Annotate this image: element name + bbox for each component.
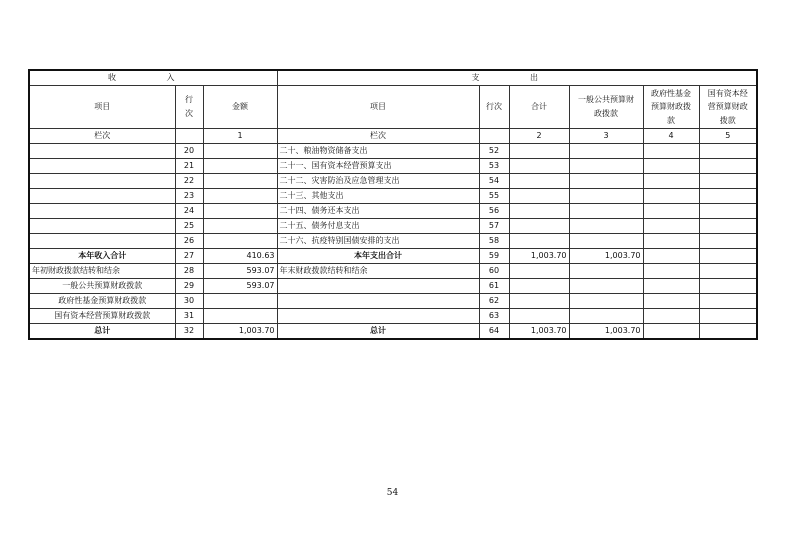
expense-item: 二十、粮油物资储备支出: [277, 144, 479, 159]
expense-total: [509, 189, 569, 204]
expense-capital: [699, 279, 757, 294]
expense-row-no: 58: [479, 234, 509, 249]
expense-fund: [643, 174, 699, 189]
income-section-header: 收 入: [29, 70, 277, 86]
index-col-5: 5: [699, 129, 757, 144]
expense-item: 二十二、灾害防治及应急管理支出: [277, 174, 479, 189]
income-item: [29, 159, 175, 174]
table-row-grand-total: [29, 324, 757, 340]
section-header-row: [29, 70, 757, 86]
table-row: [29, 174, 757, 189]
index-empty-expense: [479, 129, 509, 144]
header-total: 合计: [509, 86, 569, 129]
table-row: [29, 309, 757, 324]
expense-row-no: 54: [479, 174, 509, 189]
income-item: 年初财政拨款结转和结余: [29, 264, 175, 279]
expense-total: 1,003.70: [509, 249, 569, 264]
table-row: [29, 264, 757, 279]
income-amount: [203, 234, 277, 249]
expense-fund: [643, 264, 699, 279]
index-amount-col: 1: [203, 129, 277, 144]
income-amount: 593.07: [203, 279, 277, 294]
expense-capital: [699, 309, 757, 324]
income-row-no: 25: [175, 219, 203, 234]
income-amount: [203, 204, 277, 219]
expense-general: [569, 144, 643, 159]
income-row-no: 32: [175, 324, 203, 340]
income-row-no: 20: [175, 144, 203, 159]
expense-total: [509, 219, 569, 234]
expense-capital: [699, 189, 757, 204]
expense-item: 二十一、国有资本经营预算支出: [277, 159, 479, 174]
income-amount: [203, 159, 277, 174]
income-row-no: 31: [175, 309, 203, 324]
expense-capital: [699, 159, 757, 174]
index-empty: [175, 129, 203, 144]
expense-fund: [643, 204, 699, 219]
income-item: [29, 234, 175, 249]
expense-total: [509, 174, 569, 189]
table-row: [29, 279, 757, 294]
expense-fund: [643, 309, 699, 324]
expense-total: [509, 294, 569, 309]
income-amount: [203, 309, 277, 324]
index-label: 栏次: [29, 129, 175, 144]
expense-row-no: 56: [479, 204, 509, 219]
expense-fund: [643, 279, 699, 294]
table-row: [29, 234, 757, 249]
index-label-expense: 栏次: [277, 129, 479, 144]
income-item: [29, 144, 175, 159]
expense-row-no: 52: [479, 144, 509, 159]
expense-general: [569, 204, 643, 219]
income-item: [29, 174, 175, 189]
income-row-no: 24: [175, 204, 203, 219]
expense-item: 二十五、债务付息支出: [277, 219, 479, 234]
table-row: [29, 159, 757, 174]
expense-capital: [699, 174, 757, 189]
expense-item: 年末财政拨款结转和结余: [277, 264, 479, 279]
expense-fund: [643, 219, 699, 234]
expense-general: [569, 189, 643, 204]
income-amount: [203, 219, 277, 234]
expense-general: [569, 219, 643, 234]
expense-row-no: 62: [479, 294, 509, 309]
expense-general: [569, 309, 643, 324]
header-income-item: 项目: [29, 86, 175, 129]
header-state-capital: 国有资本经营预算财政拨款: [699, 86, 757, 129]
income-amount: [203, 144, 277, 159]
expense-row-no: 57: [479, 219, 509, 234]
income-item: 本年收入合计: [29, 249, 175, 264]
header-gov-fund: 政府性基金预算财政拨款: [643, 86, 699, 129]
expense-item: 二十六、抗疫特别国债安排的支出: [277, 234, 479, 249]
expense-row-no: 61: [479, 279, 509, 294]
income-amount: [203, 189, 277, 204]
expense-row-no: 63: [479, 309, 509, 324]
income-amount: 1,003.70: [203, 324, 277, 340]
income-amount: [203, 294, 277, 309]
expense-total: [509, 309, 569, 324]
expense-row-no: 55: [479, 189, 509, 204]
expense-general: [569, 294, 643, 309]
index-col-2: 2: [509, 129, 569, 144]
income-row-no: 27: [175, 249, 203, 264]
table-row: [29, 189, 757, 204]
expense-total: [509, 234, 569, 249]
expense-capital: [699, 234, 757, 249]
expense-fund: [643, 189, 699, 204]
index-row: [29, 129, 757, 144]
expense-general: [569, 174, 643, 189]
income-item: [29, 189, 175, 204]
income-item: 总计: [29, 324, 175, 340]
income-row-no: 30: [175, 294, 203, 309]
income-amount: 593.07: [203, 264, 277, 279]
expense-total: [509, 264, 569, 279]
index-col-4: 4: [643, 129, 699, 144]
income-item: 一般公共预算财政拨款: [29, 279, 175, 294]
income-item: 政府性基金预算财政拨款: [29, 294, 175, 309]
table-row: [29, 144, 757, 159]
expense-general: [569, 234, 643, 249]
header-income-row-no: 行次: [175, 86, 203, 129]
fiscal-appropriation-table: [28, 69, 758, 340]
header-income-amount: 金额: [203, 86, 277, 129]
expense-capital: [699, 249, 757, 264]
income-item: 国有资本经营预算财政拨款: [29, 309, 175, 324]
expense-fund: [643, 324, 699, 340]
income-row-no: 28: [175, 264, 203, 279]
expense-fund: [643, 159, 699, 174]
income-row-no: 23: [175, 189, 203, 204]
expense-capital: [699, 264, 757, 279]
expense-capital: [699, 219, 757, 234]
expense-general: 1,003.70: [569, 324, 643, 340]
expense-fund: [643, 249, 699, 264]
income-amount: [203, 174, 277, 189]
income-row-no: 29: [175, 279, 203, 294]
expense-item: 二十三、其他支出: [277, 189, 479, 204]
expense-row-no: 64: [479, 324, 509, 340]
income-item: [29, 204, 175, 219]
expense-item: [277, 294, 479, 309]
header-expense-item: 项目: [277, 86, 479, 129]
expense-total: [509, 204, 569, 219]
income-amount: 410.63: [203, 249, 277, 264]
table-row: [29, 294, 757, 309]
expense-capital: [699, 204, 757, 219]
expense-total: 1,003.70: [509, 324, 569, 340]
index-col-3: 3: [569, 129, 643, 144]
expense-section-header: 支 出: [277, 70, 757, 86]
expense-fund: [643, 294, 699, 309]
expense-general: 1,003.70: [569, 249, 643, 264]
expense-general: [569, 264, 643, 279]
header-general-budget: 一般公共预算财政拨款: [569, 86, 643, 129]
income-item: [29, 219, 175, 234]
table-row-income-subtotal: [29, 249, 757, 264]
column-header-row: [29, 86, 757, 129]
expense-item: [277, 309, 479, 324]
page-number: 54: [386, 488, 399, 498]
expense-row-no: 60: [479, 264, 509, 279]
table-row: [29, 204, 757, 219]
expense-general: [569, 279, 643, 294]
expense-item: [277, 279, 479, 294]
income-row-no: 26: [175, 234, 203, 249]
expense-capital: [699, 294, 757, 309]
expense-item: 二十四、债务还本支出: [277, 204, 479, 219]
expense-fund: [643, 144, 699, 159]
expense-capital: [699, 324, 757, 340]
header-expense-row-no: 行次: [479, 86, 509, 129]
expense-total: [509, 279, 569, 294]
income-row-no: 22: [175, 174, 203, 189]
income-row-no: 21: [175, 159, 203, 174]
expense-item: 本年支出合计: [277, 249, 479, 264]
table-row: [29, 219, 757, 234]
expense-capital: [699, 144, 757, 159]
expense-total: [509, 144, 569, 159]
expense-item: 总计: [277, 324, 479, 340]
expense-general: [569, 159, 643, 174]
expense-total: [509, 159, 569, 174]
expense-fund: [643, 234, 699, 249]
expense-row-no: 53: [479, 159, 509, 174]
expense-row-no: 59: [479, 249, 509, 264]
